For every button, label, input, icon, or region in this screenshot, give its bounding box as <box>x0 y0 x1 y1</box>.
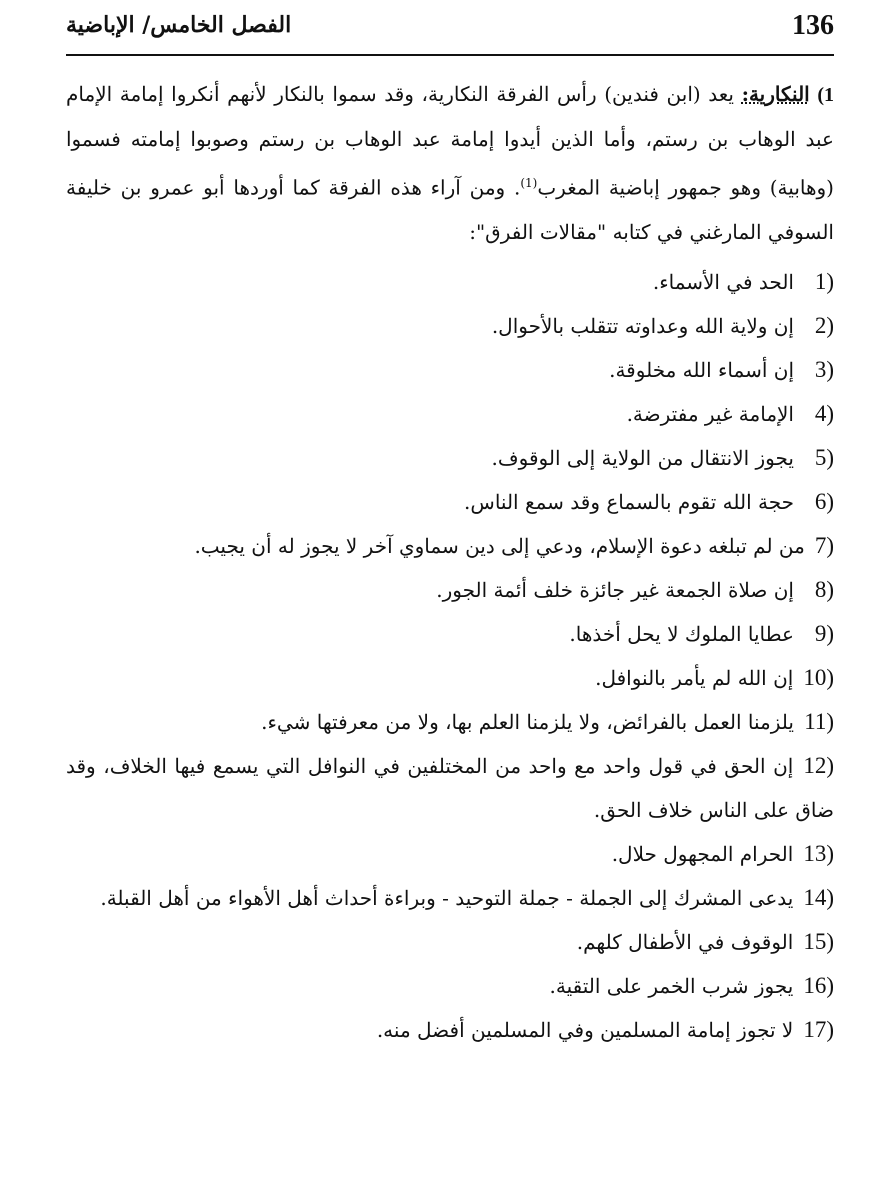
page-header <box>66 6 834 56</box>
item-text: الحرام المجهول حلال. <box>611 841 794 866</box>
item-number: 3) <box>814 356 834 382</box>
page-body <box>66 72 834 1052</box>
list-item <box>66 1008 834 1052</box>
list-item <box>66 656 834 700</box>
list-item <box>66 260 834 304</box>
list-item <box>66 480 834 524</box>
list-item <box>66 348 834 392</box>
item-number: 13) <box>803 840 834 866</box>
list-item <box>66 304 834 348</box>
item-text: الإمامة غير مفترضة. <box>626 401 794 426</box>
item-text: يجوز الانتقال من الولاية إلى الوقوف. <box>491 445 794 470</box>
intro-paragraph <box>66 72 834 254</box>
item-text: من لم تبلغه دعوة الإسلام، ودعي إلى دين سماوي آخر لا يجوز له أن يجيب. <box>194 533 805 558</box>
item-number: 2) <box>814 312 834 338</box>
item-number: 1) <box>814 268 834 294</box>
item-number: 6) <box>814 488 834 514</box>
item-number: 8) <box>814 576 834 602</box>
list-item <box>66 700 834 744</box>
intro-text: يعد (ابن فندين) رأس الفرقة النكارية، وقد سموا بالنكار لأنهم أنكروا إمامة الإمام عبد الوهاب بن رستم، وأما الذين أيدوا إمامة عبد الوهاب بن رستم وصوبوا إمامته فسموا (وهابية) وهو جمهور إباضية المغرب <box>66 82 834 200</box>
item-text: يدعى المشرك إلى الجملة - جملة التوحيد - وبراءة أحداث أهل الأهواء من أهل القبلة. <box>100 885 794 910</box>
list-item <box>66 568 834 612</box>
item-number: 9) <box>814 620 834 646</box>
item-text: الحد في الأسماء. <box>652 269 794 294</box>
item-number: 16) <box>803 972 834 998</box>
item-text: يجوز شرب الخمر على التقية. <box>549 973 794 998</box>
item-text: إن الله لم يأمر بالنوافل. <box>595 665 794 690</box>
item-text: إن أسماء الله مخلوقة. <box>609 357 794 382</box>
list-item <box>66 612 834 656</box>
item-text: الوقوف في الأطفال كلهم. <box>576 929 794 954</box>
item-number: 10) <box>803 664 834 690</box>
item-number: 14) <box>803 884 834 910</box>
footnote-reference[interactable]: (1) <box>520 176 538 190</box>
intro-term: النكارية: <box>741 82 810 106</box>
list-item <box>66 876 834 920</box>
opinions-list <box>66 260 834 1052</box>
list-item <box>66 964 834 1008</box>
intro-number: 1) <box>817 84 834 106</box>
item-text: عطايا الملوك لا يحل أخذها. <box>569 621 794 646</box>
item-number: 5) <box>814 444 834 470</box>
intro-text-continued: . ومن آراء هذه الفرقة كما أوردها أبو عمرو بن خليفة السوفي المارغني في كتابه "مقالات الفرق": <box>66 175 834 244</box>
item-number: 4) <box>814 400 834 426</box>
item-number: 15) <box>803 928 834 954</box>
page-number: 136 <box>792 10 834 41</box>
list-item <box>66 832 834 876</box>
list-item <box>66 744 834 832</box>
item-number: 7) <box>814 532 834 558</box>
item-text: إن ولاية الله وعداوته تتقلب بالأحوال. <box>491 313 794 338</box>
item-text: إن صلاة الجمعة غير جائزة خلف أئمة الجور. <box>436 577 794 602</box>
list-item <box>66 436 834 480</box>
item-text: يلزمنا العمل بالفرائض، ولا يلزمنا العلم بها، ولا من معرفتها شيء. <box>261 709 794 734</box>
item-number: 11) <box>804 708 834 734</box>
list-item <box>66 524 834 568</box>
list-item <box>66 392 834 436</box>
item-number: 17) <box>803 1016 834 1042</box>
item-text: إن الحق في قول واحد مع واحد من المختلفين في النوافل التي يسمع فيها الخلاف، وقد ضاق على الناس خلاف الحق. <box>66 753 834 822</box>
list-item <box>66 920 834 964</box>
item-text: حجة الله تقوم بالسماع وقد سمع الناس. <box>464 489 794 514</box>
chapter-title: الفصل الخامس/ الإباضية <box>66 12 292 38</box>
item-text: لا تجوز إمامة المسلمين وفي المسلمين أفضل منه. <box>376 1017 794 1042</box>
item-number: 12) <box>803 752 834 778</box>
